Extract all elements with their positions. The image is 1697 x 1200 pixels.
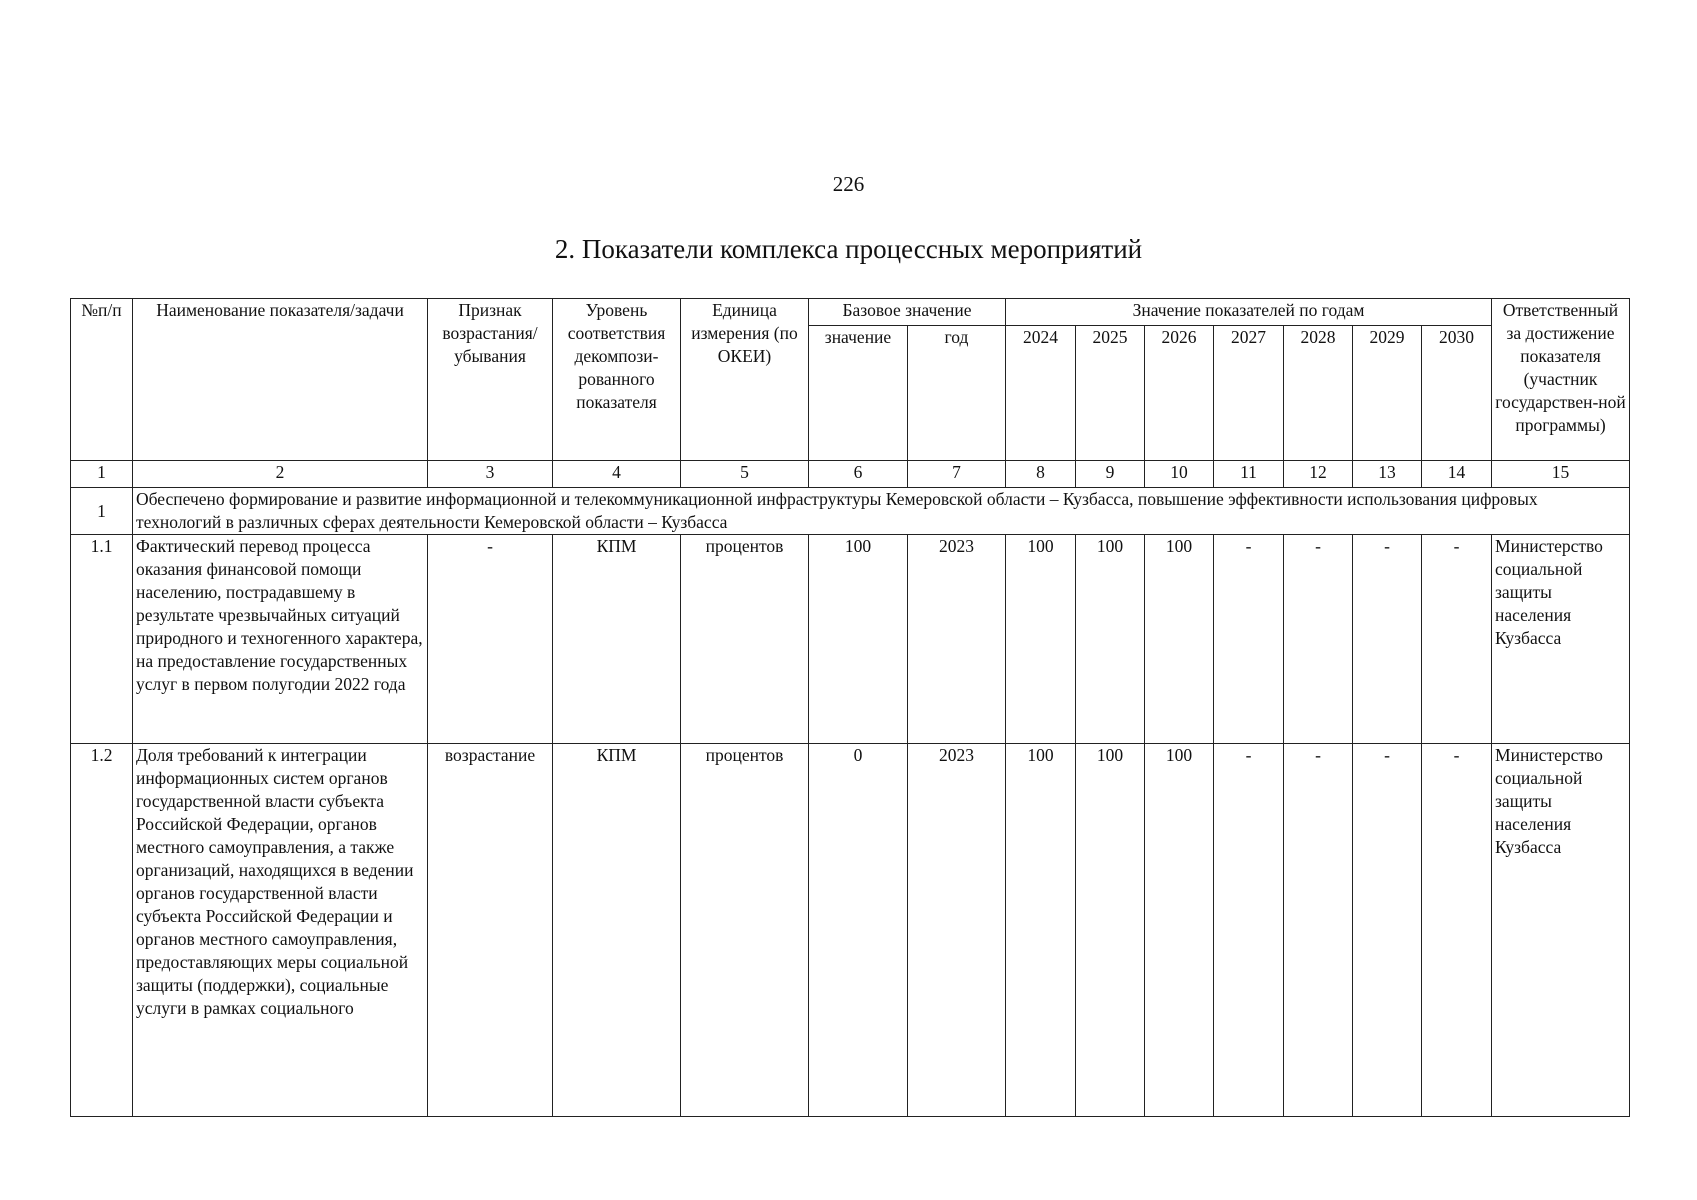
page-number: 226 [832, 172, 865, 196]
column-number: 2 [133, 461, 428, 488]
value-2027: - [1214, 744, 1284, 1117]
column-number: 1 [71, 461, 133, 488]
base-value: 100 [809, 535, 908, 744]
header-year-2030: 2030 [1422, 326, 1492, 461]
goal-number: 1 [71, 488, 133, 535]
indicator-name: Доля требований к интеграции информационных систем органов государственной власти субъекта Российской Федерации, органов местного самоуправления, а также организаций, находящихся в ведении органов государственной власти субъекта Российской Федерации и органов местного самоуправления, предоставляющих меры социальной защиты (поддержки), социальные услуги в рамках социального [133, 744, 428, 1117]
indicator-sign: возрастание [428, 744, 553, 1117]
column-number: 5 [681, 461, 809, 488]
table-row [71, 744, 1630, 1117]
column-number: 10 [1145, 461, 1214, 488]
indicator-unit: процентов [681, 535, 809, 744]
header-base-value: значение [809, 326, 908, 461]
indicator-unit: процентов [681, 744, 809, 1117]
header-num: №п/п [71, 299, 133, 461]
indicator-name: Фактический перевод процесса оказания финансовой помощи населению, пострадавшему в результате чрезвычайных ситуаций природного и техногенного характера, на предоставление государственных услуг в первом полугодии 2022 года [133, 535, 428, 744]
column-number: 7 [908, 461, 1006, 488]
header-year-2029: 2029 [1353, 326, 1422, 461]
header-level: Уровень соответствия декомпози-рованного показателя [553, 299, 681, 461]
responsible: Министерство социальной защиты населения Кузбасса [1492, 535, 1630, 744]
value-2026: 100 [1145, 744, 1214, 1117]
column-number: 8 [1006, 461, 1076, 488]
responsible: Министерство социальной защиты населения Кузбасса [1492, 744, 1630, 1117]
row-number: 1.2 [71, 744, 133, 1117]
value-2028: - [1284, 744, 1353, 1117]
goal-text: Обеспечено формирование и развитие информационной и телекоммуникационной инфраструктуры Кемеровской области – Кузбасса, повышение эффективности использования цифровых технологий в различных сферах деятельности Кемеровской области – Кузбасса [133, 488, 1630, 535]
value-2029: - [1353, 744, 1422, 1117]
indicator-level: КПМ [553, 744, 681, 1117]
value-2024: 100 [1006, 535, 1076, 744]
column-number: 15 [1492, 461, 1630, 488]
column-number: 14 [1422, 461, 1492, 488]
header-year-2028: 2028 [1284, 326, 1353, 461]
header-base-group: Базовое значение [809, 299, 1006, 326]
base-year: 2023 [908, 535, 1006, 744]
header-name: Наименование показателя/задачи [133, 299, 428, 461]
column-number: 12 [1284, 461, 1353, 488]
value-2028: - [1284, 535, 1353, 744]
header-base-year: год [908, 326, 1006, 461]
header-responsible: Ответственный за достижение показателя (участник государствен-ной программы) [1492, 299, 1630, 461]
value-2030: - [1422, 744, 1492, 1117]
table-row [71, 535, 1630, 744]
header-year-2025: 2025 [1076, 326, 1145, 461]
column-number: 3 [428, 461, 553, 488]
indicator-sign: - [428, 535, 553, 744]
section-title: 2. Показатели комплекса процессных мероприятий [554, 234, 1143, 264]
value-2030: - [1422, 535, 1492, 744]
column-number: 4 [553, 461, 681, 488]
column-number: 6 [809, 461, 908, 488]
base-year: 2023 [908, 744, 1006, 1117]
header-unit: Единица измерения (по ОКЕИ) [681, 299, 809, 461]
goal-row [71, 488, 1630, 535]
row-number: 1.1 [71, 535, 133, 744]
header-sign: Признак возрастания/ убывания [428, 299, 553, 461]
value-2024: 100 [1006, 744, 1076, 1117]
header-year-2027: 2027 [1214, 326, 1284, 461]
value-2025: 100 [1076, 535, 1145, 744]
column-number: 13 [1353, 461, 1422, 488]
indicator-level: КПМ [553, 535, 681, 744]
value-2027: - [1214, 535, 1284, 744]
value-2026: 100 [1145, 535, 1214, 744]
column-numbers-row [71, 461, 1630, 488]
value-2029: - [1353, 535, 1422, 744]
header-year-2026: 2026 [1145, 326, 1214, 461]
column-number: 9 [1076, 461, 1145, 488]
header-years-group: Значение показателей по годам [1006, 299, 1492, 326]
value-2025: 100 [1076, 744, 1145, 1117]
indicators-table [70, 298, 1630, 1117]
column-number: 11 [1214, 461, 1284, 488]
base-value: 0 [809, 744, 908, 1117]
header-year-2024: 2024 [1006, 326, 1076, 461]
